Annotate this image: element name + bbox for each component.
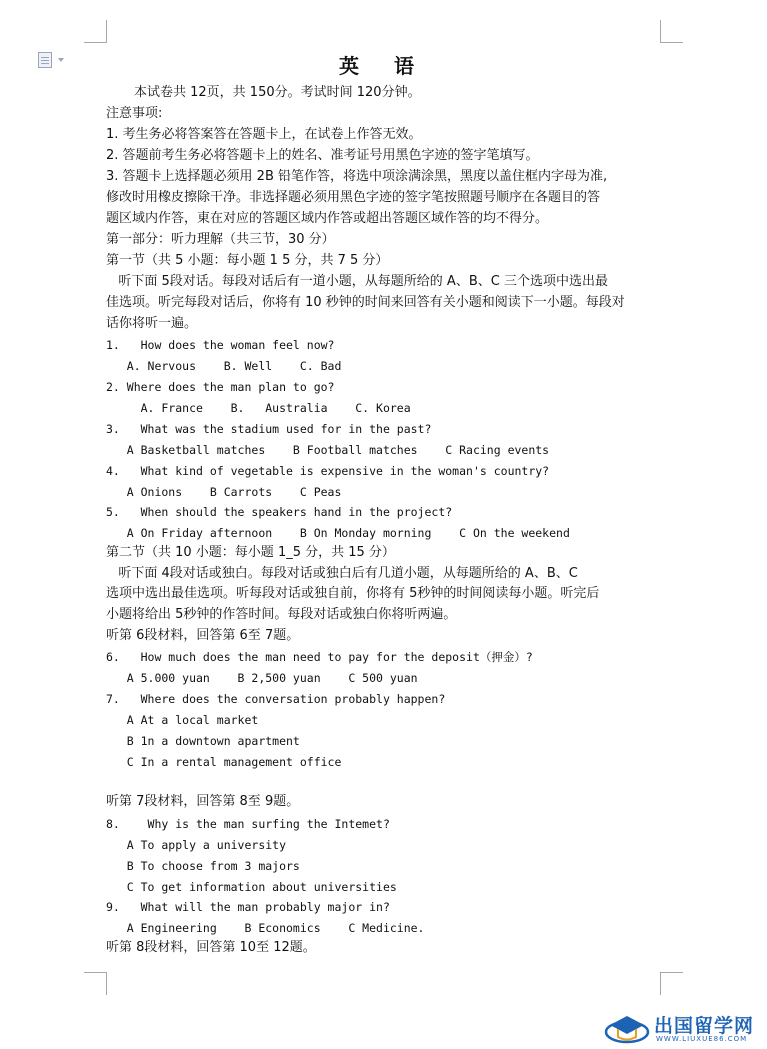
section1-heading: 第一节（共 5 小题：每小题 1 5 分，共 7 5 分） xyxy=(106,253,389,268)
note-item: 1. 考生务必将答案答在答题卡上，在试卷上作答无效。 xyxy=(106,127,422,142)
question-6-options: A 5.000 yuan B 2,500 yuan C 500 yuan xyxy=(106,671,418,685)
question-1-options: A. Nervous B. Well C. Bad xyxy=(106,359,342,373)
question-9: 9. What will the man probably major in? xyxy=(106,900,390,914)
part1-heading: 第一部分：听力理解（共三节，30 分） xyxy=(106,232,335,247)
question-7: 7. Where does the conversation probably happen? xyxy=(106,692,446,706)
watermark-url: WWW.LIUXUE86.COM xyxy=(656,1035,748,1043)
question-2: 2. Where does the man plan to go? xyxy=(106,380,335,394)
question-9-options: A Engineering B Economics C Medicine. xyxy=(106,921,425,935)
graduation-cap-icon xyxy=(604,1012,650,1044)
material-7-heading: 听第 7段材料，回答第 8至 9题。 xyxy=(106,794,300,809)
section1-instructions: 话你将听一遍。 xyxy=(106,316,198,331)
question-3-options: A Basketball matches B Football matches C Racing events xyxy=(106,443,550,457)
note-item: 题区域内作答，東在对应的答题区域内作答或超出答题区域作答的均不得分。 xyxy=(106,211,549,226)
question-2-options: A. France B. Australia C. Korea xyxy=(106,401,411,415)
question-8: 8. Why is the man surfing the Intemet? xyxy=(106,817,390,831)
material-6-heading: 听第 6段材料，回答第 6至 7题。 xyxy=(106,628,300,643)
question-5-options: A On Friday afternoon B On Monday morning C On the weekend xyxy=(106,526,570,540)
question-5: 5. When should the speakers hand in the project? xyxy=(106,505,453,519)
corner-mark-top-right xyxy=(660,20,683,43)
question-8-option: A To apply a university xyxy=(106,838,287,852)
question-8-option: B To choose from 3 majors xyxy=(106,859,300,873)
question-6: 6. How much does the man need to pay for the deposit（押金）? xyxy=(106,650,533,664)
corner-mark-bottom-left xyxy=(84,972,107,995)
watermark-name: 出国留学网 xyxy=(654,1015,755,1037)
section2-instructions: 选项中选出最佳选项。听每段对话或独自前，你将有 5秒钟的时间阅读每小题。听完后 xyxy=(106,586,600,601)
question-4-options: A Onions B Carrots C Peas xyxy=(106,485,342,499)
question-7-option: A At a local market xyxy=(106,713,259,727)
exam-intro: 本试卷共 12页，共 150分。考试时间 120分钟。 xyxy=(134,85,421,100)
corner-mark-bottom-right xyxy=(660,972,683,995)
section1-instructions: 佳选项。听完每段对话后，你将有 10 秒钟的时间来回答有关小题和阅读下一小题。每段对 xyxy=(106,295,625,310)
question-8-option: C To get information about universities xyxy=(106,880,397,894)
note-item: 3. 答题卡上选择题必须用 2B 铅笔作答，将选中项涂满涂黑，黑度以盖住框内字母为准, xyxy=(106,169,608,184)
question-4: 4. What kind of vegetable is expensive in the woman's country? xyxy=(106,464,550,478)
note-item: 修改时用橡皮擦除干净。非选择题必须用黑色字迹的签字笔按照题号顺序在各题目的答 xyxy=(106,190,601,205)
watermark-logo xyxy=(604,1010,762,1046)
section2-instructions: 小题将给出 5秒钟的作答时间。每段对话或独白你将听两遍。 xyxy=(106,607,457,622)
question-3: 3. What was the stadium used for in the past? xyxy=(106,422,432,436)
question-7-option: C In a rental management office xyxy=(106,755,342,769)
notes-heading: 注意事项: xyxy=(106,106,163,121)
corner-mark-top-left xyxy=(84,20,107,43)
section1-instructions: 听下面 5段对话。每段对话后有一道小题，从每题所给的 A、B、C 三个选项中选出最 xyxy=(106,274,608,289)
question-7-option: B 1n a downtown apartment xyxy=(106,734,300,748)
material-8-heading: 听第 8段材料，回答第 10至 12题。 xyxy=(106,940,316,955)
section2-heading: 第二节（共 10 小题：每小题 1_5 分，共 15 分） xyxy=(106,545,395,560)
page-title: 英 语 xyxy=(339,54,428,78)
section2-instructions: 听下面 4段对话或独白。每段对话或独白后有几道小题，从每题所给的 A、B、C xyxy=(106,566,578,581)
question-1: 1. How does the woman feel now? xyxy=(106,338,335,352)
note-item: 2. 答题前考生务必将答题卡上的姓名、准考证号用黑色字迹的签字笔填写。 xyxy=(106,148,539,163)
